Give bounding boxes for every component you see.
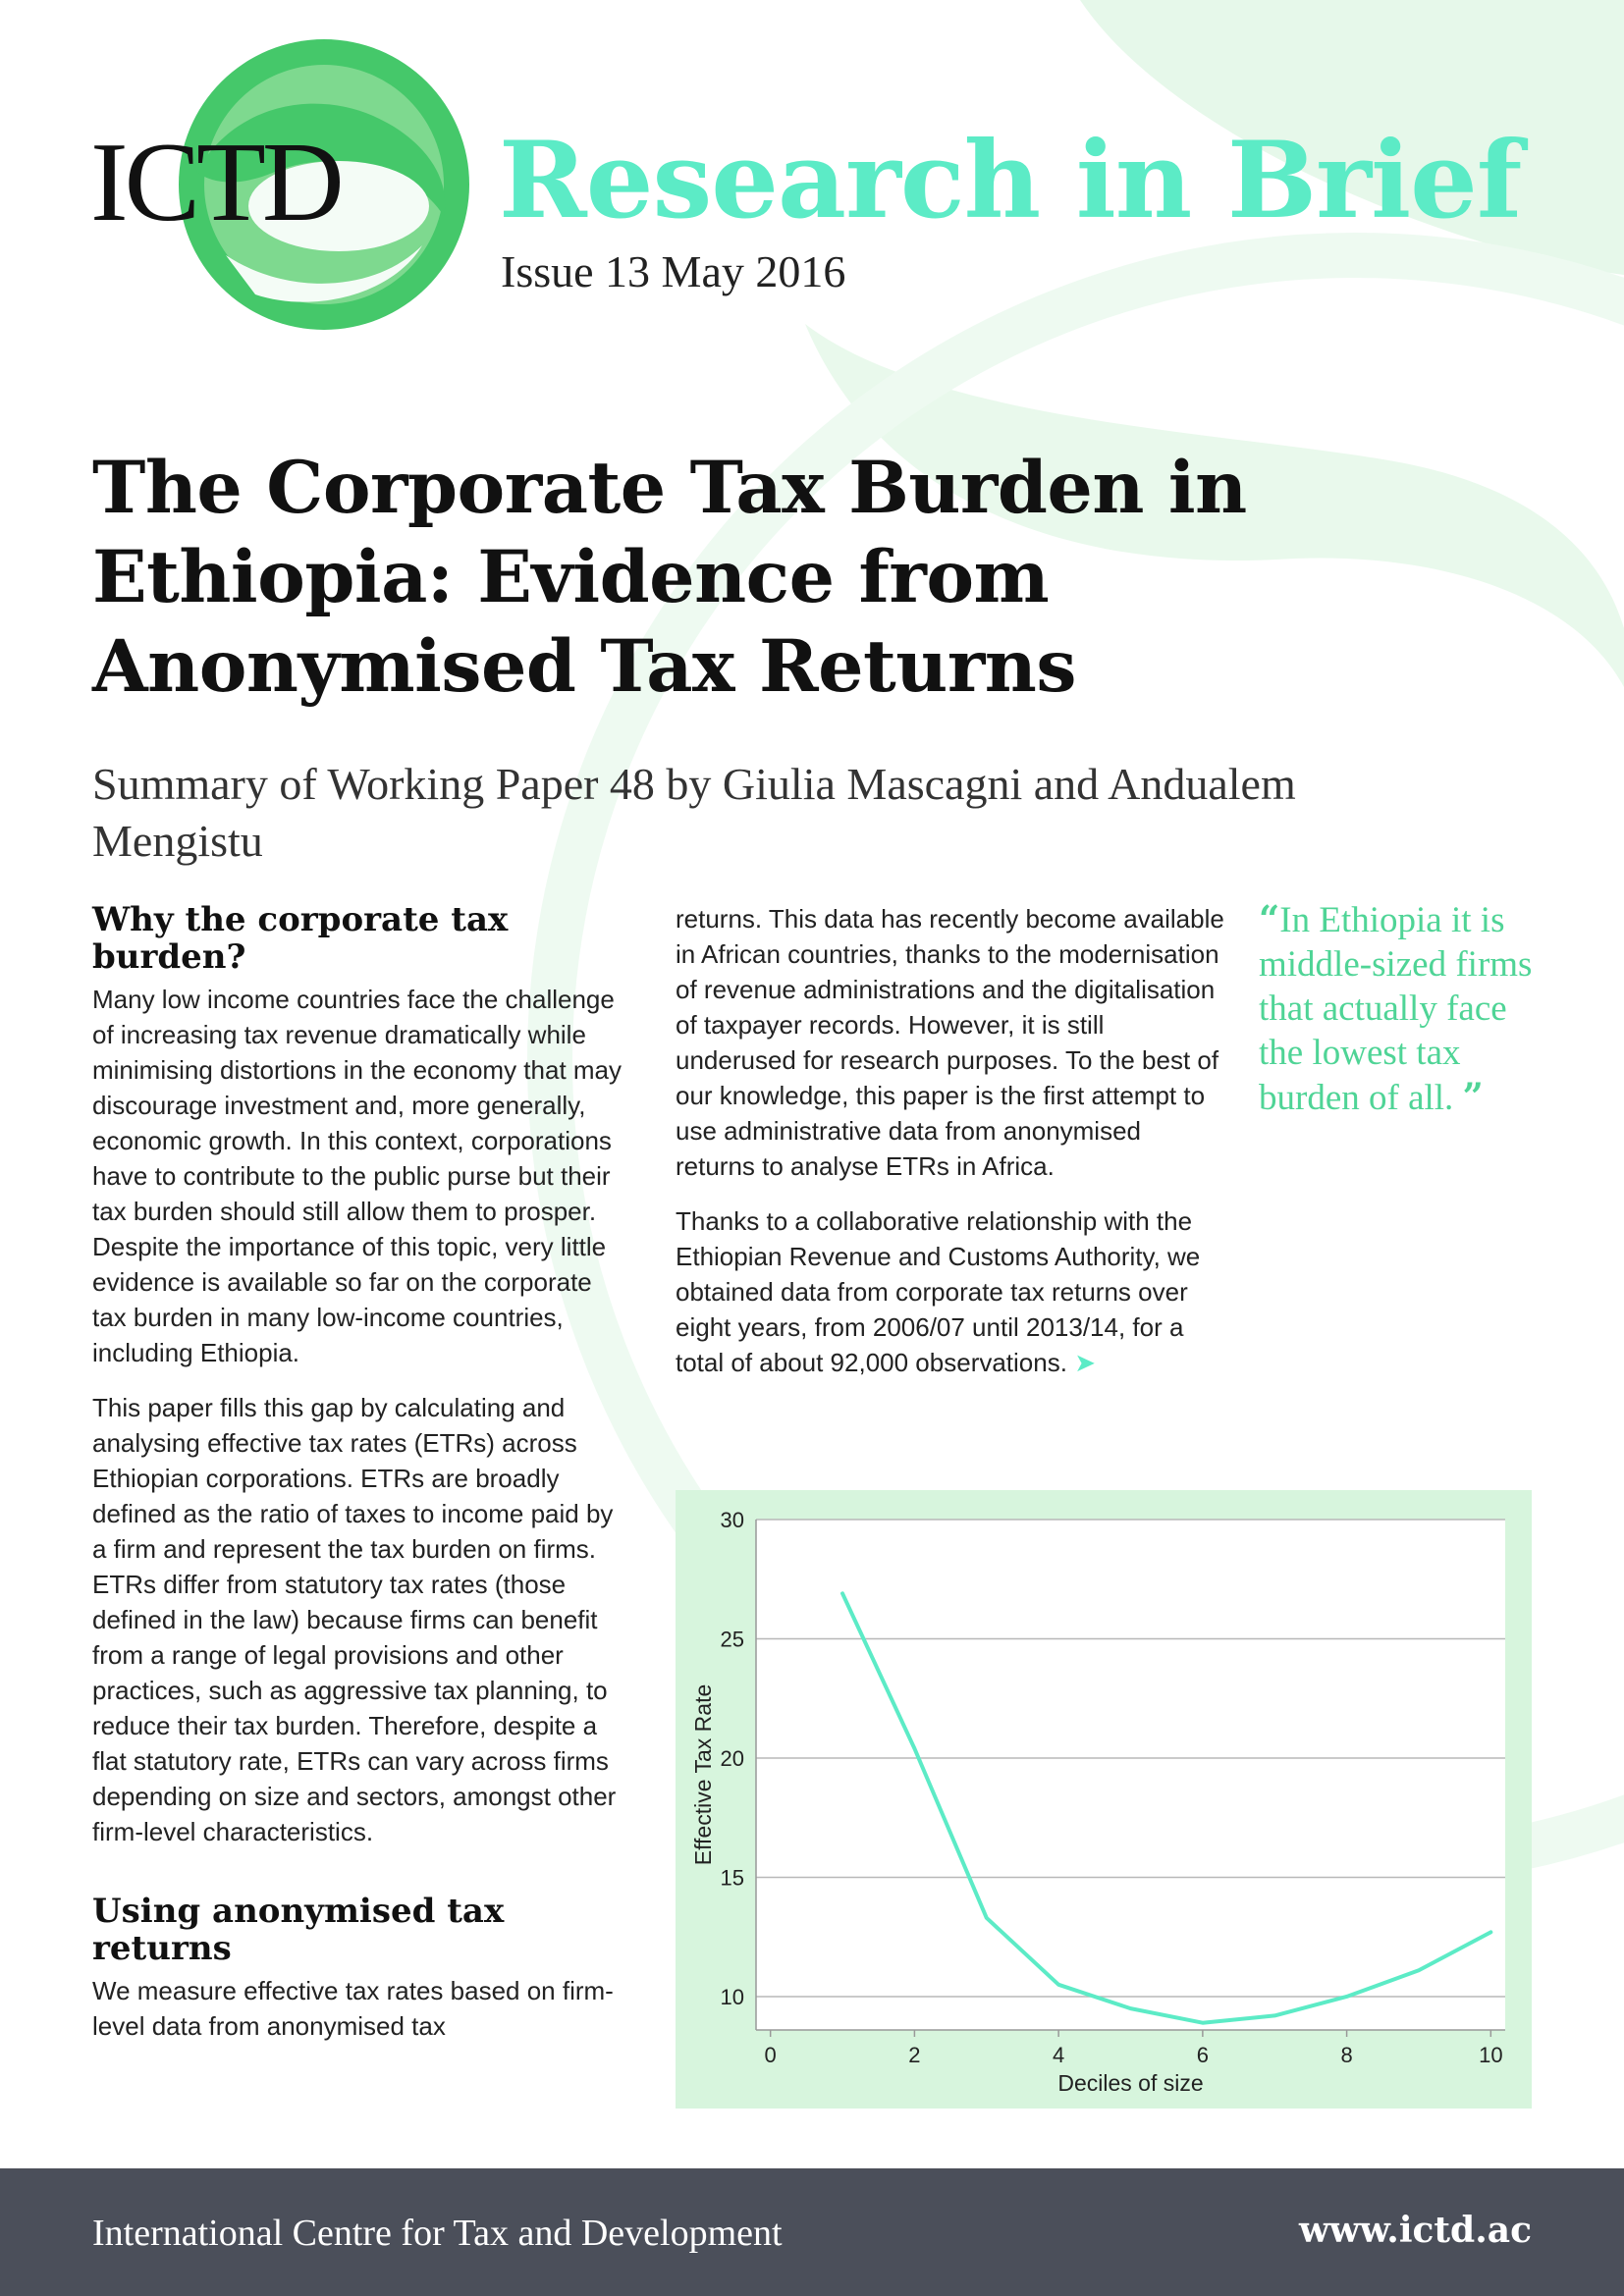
footer-organisation: International Centre for Tax and Development: [92, 2213, 783, 2254]
pull-quote-text: In Ethiopia it is middle-sized firms that actually face the lowest tax burden of all.: [1259, 900, 1533, 1118]
section-heading-using: Using anonymised tax returns: [92, 1892, 505, 1968]
paragraph: returns. This data has recently become available in African countries, thanks to the modernisation of revenue administrations and the digitalisation of taxpayer records. However, it is still underused for research purposes. To the best of our knowledge, this paper is the first attempt to use administrative data from anonymised returns to analyse ETRs in Africa.: [676, 904, 1224, 1181]
continue-arrow-icon: ➤: [1074, 1348, 1096, 1377]
paragraph: Thanks to a collaborative relationship with the Ethiopian Revenue and Customs Authority, we obtained data from corporate tax returns over eight years, from 2006/07 until 2013/14, for a total of about 92,000 observations.: [676, 1206, 1201, 1377]
paragraph-with-arrow: [676, 1203, 1225, 1380]
x-tick-label: 2: [908, 2043, 921, 2067]
issue-date: Issue 13 May 2016: [501, 246, 846, 296]
paragraph: Many low income countries face the challenge of increasing tax revenue dramatically while minimising distortions in the economy that may discourage investment and, more generally, economic growth. In this context, corporations have to contribute to the public purse but their tax burden should still allow them to prosper. Despite the importance of this topic, very little evidence is available so far on the corporate tax burden in many low-income countries, including Ethiopia.: [92, 985, 623, 1367]
y-axis-label: Effective Tax Rate: [690, 1683, 716, 1866]
plot-area: [756, 1520, 1505, 2030]
etr-line-chart: [676, 1490, 1532, 2109]
y-tick-label: 20: [720, 1745, 744, 1771]
footer-url[interactable]: www.ictd.ac: [1298, 2210, 1532, 2251]
x-tick-label: 0: [764, 2043, 777, 2067]
x-axis-label: Deciles of size: [1057, 2070, 1204, 2096]
y-tick-label: 30: [720, 1508, 744, 1532]
y-tick-label: 25: [720, 1627, 744, 1652]
y-tick-label: 15: [720, 1865, 744, 1891]
open-quote-icon: “: [1259, 897, 1280, 940]
logo-wordmark: ICTD: [90, 120, 341, 245]
paragraph: We measure effective tax rates based on firm-level data from anonymised tax: [92, 1976, 614, 2041]
x-tick-label: 4: [1053, 2043, 1065, 2067]
close-quote-icon: ”: [1462, 1075, 1484, 1118]
y-tick-label: 10: [720, 1984, 744, 2009]
left-column: [92, 901, 628, 2063]
chart-panel: [676, 1490, 1532, 2109]
x-tick-label: 8: [1340, 2043, 1353, 2067]
pull-quote: [1259, 897, 1553, 1120]
section-heading-why: Why the corporate tax burden?: [92, 900, 509, 977]
page-title: The Corporate Tax Burden in Ethiopia: Evidence from Anonymised Tax Returns: [92, 446, 1247, 709]
series-title: Research in Brief: [499, 119, 1522, 242]
x-tick-label: 10: [1479, 2043, 1503, 2067]
x-tick-label: 6: [1196, 2043, 1209, 2067]
paragraph: This paper fills this gap by calculating and analysing effective tax rates (ETRs) across Ethiopian corporations. ETRs are broadly defined as the ratio of taxes to income paid by a firm and represent the tax burden on firms. ETRs differ from statutory tax rates (those defined in the law) because firms can benefit from a range of legal provisions and other practices, such as aggressive tax planning, to reduce their tax burden. Therefore, despite a flat statutory rate, ETRs can vary across firms depending on size and sectors, amongst other firm-level characteristics.: [92, 1393, 617, 1846]
middle-column: [676, 901, 1225, 1400]
page-subtitle: Summary of Working Paper 48 by Giulia Mascagni and Andualem Mengistu: [92, 759, 1296, 866]
